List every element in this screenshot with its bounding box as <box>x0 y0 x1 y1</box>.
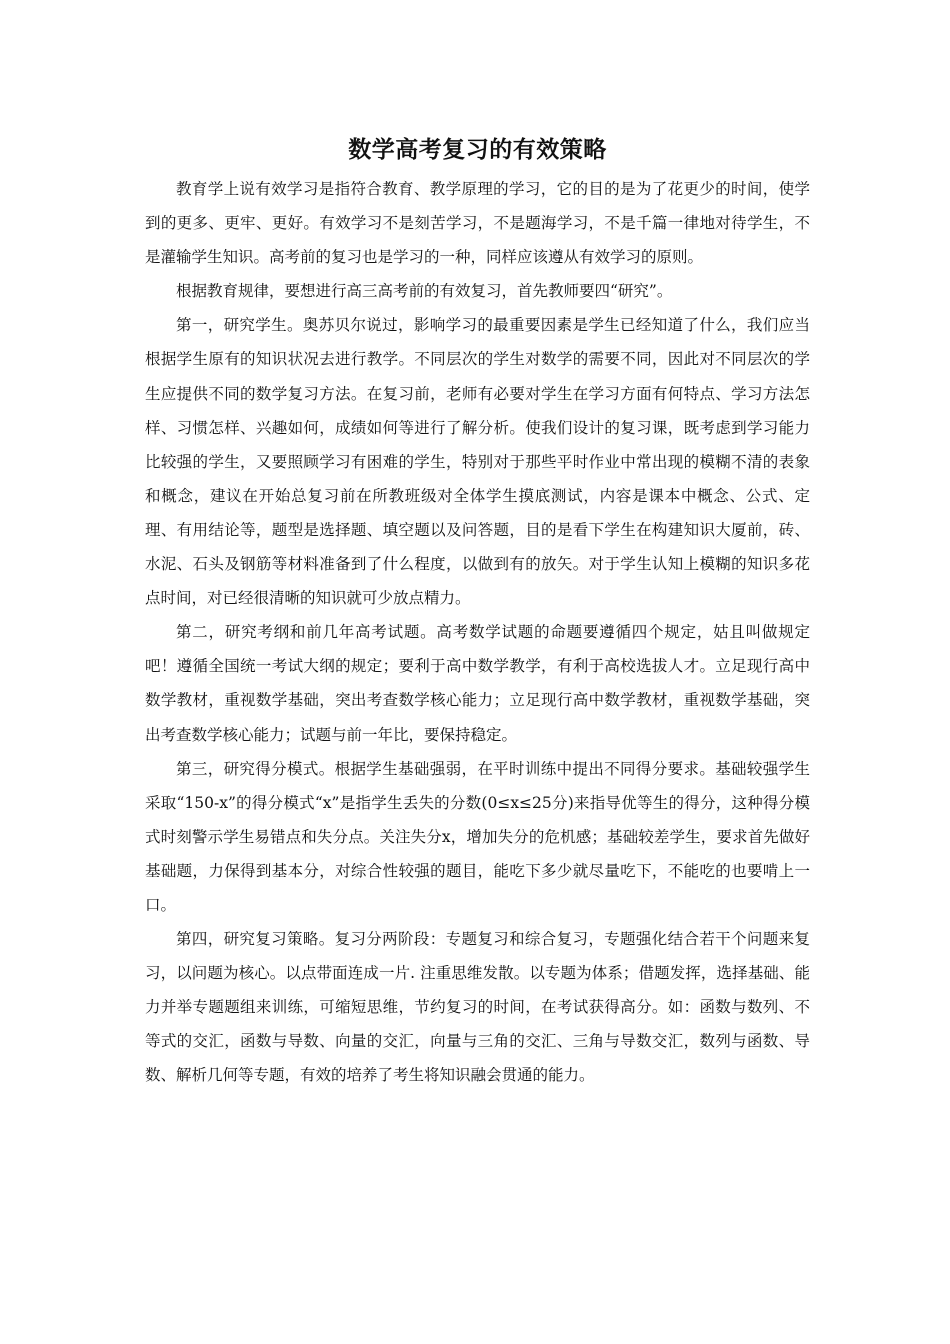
document-title: 数学高考复习的有效策略 <box>348 137 607 163</box>
paragraph-research-syllabus: 第二，研究考纲和前几年高考试题。高考数学试题的命题要遵循四个规定，姑且叫做规定吧！遵循全国统一考试大纲的规定；要利于高中数学教学，有利于高校选拔人才。立足现行高中数学教材，重视数学基础，突出考查数学核心能力；立足现行高中数学教材，重视数学基础，突出考查数学核心能力；试题与前一年比，要保持稳定。 <box>145 623 810 744</box>
document-page <box>145 128 810 1093</box>
paragraph-research-strategy: 第四，研究复习策略。复习分两阶段：专题复习和综合复习，专题强化结合若干个问题来复习，以问题为核心。以点带面连成一片. 注重思维发散。以专题为体系；借题发挥，选择基础、能力并举专题题组来训练，可缩短思维，节约复习的时间，在考试获得高分。如：函数与数列、不等式的交汇，函数与导数、向量的交汇，向量与三角的交汇、三角与导数交汇，数列与函数、导数、解析几何等专题，有效的培养了考生将知识融会贯通的能力。 <box>145 930 810 1085</box>
paragraph-research-scoring: 第三，研究得分模式。根据学生基础强弱，在平时训练中提出不同得分要求。基础较强学生采取“150-x”的得分模式“x”是指学生丢失的分数(0≤x≤25分)来指导优等生的得分，这种得分模式时刻警示学生易错点和失分点。关注失分x，增加失分的危机感；基础较差学生，要求首先做好基础题，力保得到基本分，对综合性较强的题目，能吃下多少就尽量吃下，不能吃的也要啃上一口。 <box>145 759 810 914</box>
paragraph-intro: 教育学上说有效学习是指符合教育、教学原理的学习，它的目的是为了花更少的时间，使学到的更多、更牢、更好。有效学习不是刻苦学习，不是题海学习，不是千篇一律地对待学生，不是灌输学生知识。高考前的复习也是学习的一种，同样应该遵从有效学习的原则。 <box>145 180 810 267</box>
paragraph-four-research: 根据教育规律，要想进行高三高考前的有效复习，首先教师要四“研究”。 <box>176 282 673 301</box>
paragraph-research-students: 第一，研究学生。奥苏贝尔说过，影响学习的最重要因素是学生已经知道了什么，我们应当根据学生原有的知识状况去进行教学。不同层次的学生对数学的需要不同，因此对不同层次的学生应提供不同的数学复习方法。在复习前，老师有必要对学生在学习方面有何特点、学习方法怎样、习惯怎样、兴趣如何，成绩如何等进行了解分析。使我们设计的复习课，既考虑到学习能力比较强的学生，又要照顾学习有困难的学生，特别对于那些平时作业中常出现的模糊不清的表象和概念，建议在开始总复习前在所教班级对全体学生摸底测试，内容是课本中概念、公式、定理、有用结论等，题型是选择题、填空题以及问答题，目的是看下学生在构建知识大厦前，砖、水泥、石头及钢筋等材料准备到了什么程度，以做到有的放矢。对于学生认知上模糊的知识多花点时间，对已经很清晰的知识就可少放点精力。 <box>145 316 810 608</box>
